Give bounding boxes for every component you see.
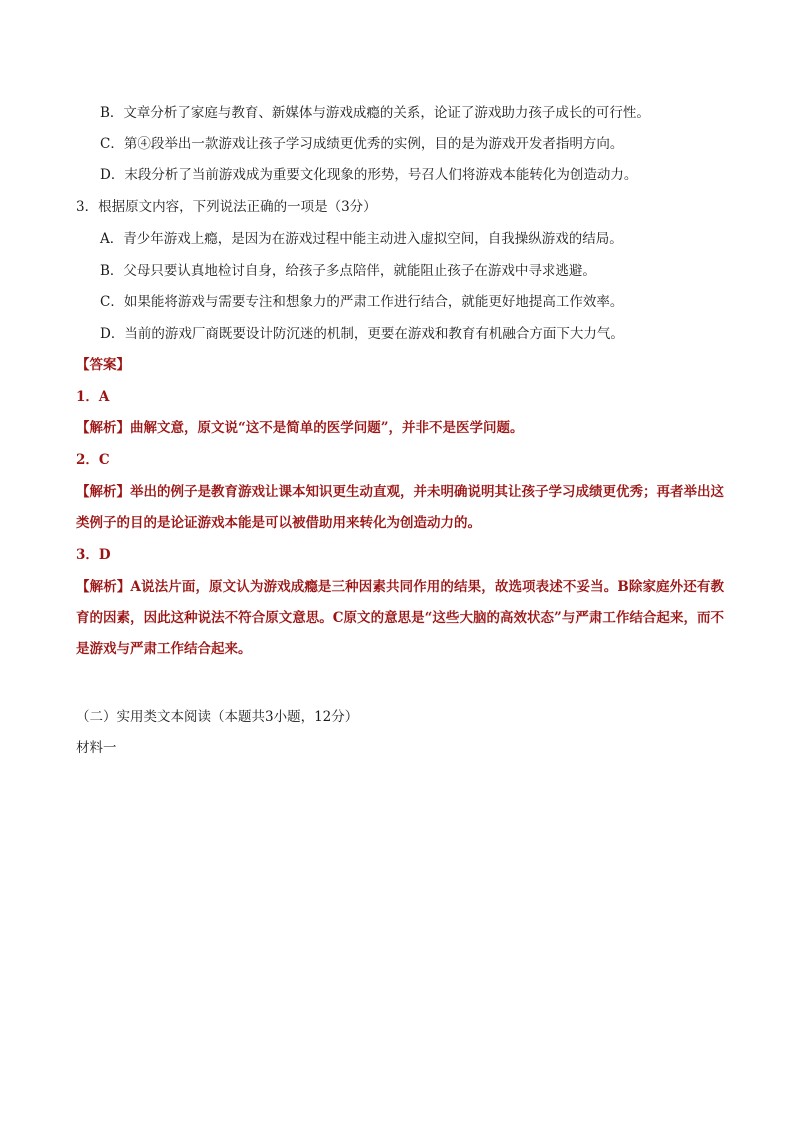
question-3-option-b: B．父母只要认真地检讨自身，给孩子多点陪伴，就能阻止孩子在游戏中寻求逃避。: [100, 263, 596, 279]
option-b-prev: B．文章分析了家庭与教育、新媒体与游戏成瘾的关系，论证了游戏助力孩子成长的可行性。: [100, 105, 650, 121]
answer-3-explanation: 【解析】A说法片面，原文认为游戏成瘾是三种因素共同作用的结果，故选项表述不妥当。B除家庭外还有教育的因素，因此这种说法不符合原文意思。C原文的意思是“这些大脑的高效状态”与严肃工作结合起来，而不是游戏与严肃工作结合起来。: [76, 579, 724, 657]
section-2-title: （二）实用类文本阅读（本题共3小题，12分）: [76, 709, 359, 725]
answer-1-explanation: 【解析】曲解文意，原文说“这不是简单的医学问题”，并非不是医学问题。: [76, 420, 524, 436]
answer-2-number: 2．C: [76, 452, 110, 468]
option-c-prev: C．第④段举出一款游戏让孩子学习成绩更优秀的实例，目的是为游戏开发者指明方向。: [100, 136, 624, 152]
question-3-option-a: A．青少年游戏上瘾，是因为在游戏过程中能主动进入虚拟空间，自我操纵游戏的结局。: [100, 231, 623, 247]
answer-1-number: 1．A: [76, 389, 110, 405]
answer-2-explanation: 【解析】举出的例子是教育游戏让课本知识更生动直观，并未明确说明其让孩子学习成绩更优秀；再者举出这类例子的目的是论证游戏本能是可以被借助用来转化为创造动力的。: [76, 484, 724, 531]
material-1-label: 材料一: [76, 740, 117, 756]
answer-heading: 【答案】: [76, 357, 130, 373]
answer-3-number: 3．D: [76, 547, 111, 563]
question-3-option-c: C．如果能将游戏与需要专注和想象力的严肃工作进行结合，就能更好地提高工作效率。: [100, 294, 624, 310]
question-3-option-d: D．当前的游戏厂商既要设计防沉迷的机制，更要在游戏和教育有机融合方面下大力气。: [100, 326, 624, 342]
question-3-stem: 3．根据原文内容，下列说法正确的一项是（3分）: [76, 199, 377, 215]
option-d-prev: D．末段分析了当前游戏成为重要文化现象的形势，号召人们将游戏本能转化为创造动力。: [100, 167, 638, 183]
